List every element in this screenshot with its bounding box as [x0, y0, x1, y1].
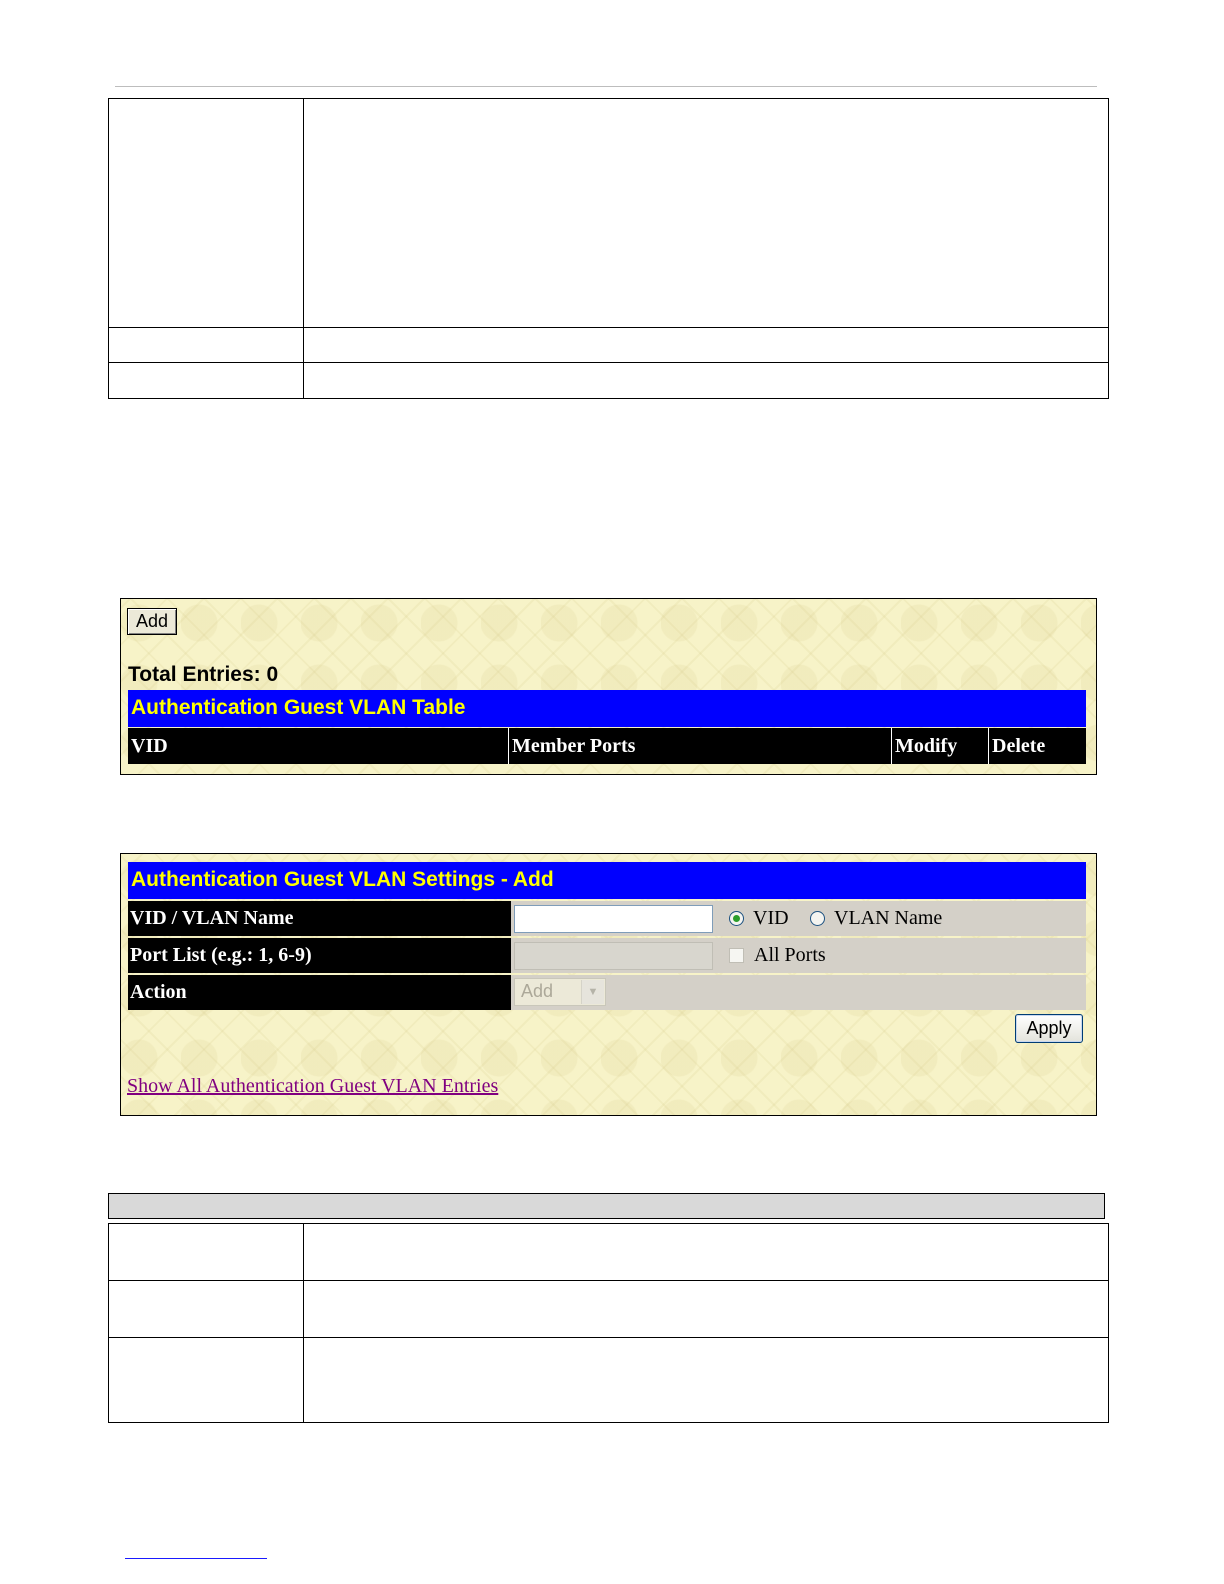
- table-cell: [304, 1338, 1109, 1423]
- total-entries-label: Total Entries: 0: [128, 663, 279, 686]
- action-label: Action: [128, 975, 511, 1010]
- apply-button[interactable]: Apply: [1015, 1014, 1083, 1043]
- table-title-bar: Authentication Guest VLAN Table: [128, 690, 1086, 727]
- parameter-table-bottom: [108, 1223, 1109, 1423]
- table-row: [109, 99, 1109, 328]
- table-header-row: [128, 728, 1086, 764]
- vid-vlan-name-row: [128, 901, 1086, 936]
- port-list-label: Port List (e.g.: 1, 6-9): [128, 938, 511, 973]
- table-cell: [304, 1281, 1109, 1338]
- all-ports-option[interactable]: [729, 944, 826, 967]
- vid-option-label: VID: [753, 907, 789, 929]
- vlan-name-radio[interactable]: [810, 911, 825, 926]
- guest-vlan-table-panel: [120, 598, 1097, 775]
- table-cell: [109, 1224, 304, 1281]
- column-header-delete: Delete: [992, 735, 1046, 757]
- port-list-input[interactable]: [514, 942, 713, 970]
- footer-rule: [125, 1558, 267, 1559]
- vlan-name-option[interactable]: [810, 907, 942, 930]
- table-row: [109, 328, 1109, 363]
- table-row: [109, 1338, 1109, 1423]
- port-list-row: [128, 938, 1086, 973]
- vid-option[interactable]: [729, 907, 789, 930]
- action-row: [128, 975, 1086, 1010]
- table-cell: [109, 1281, 304, 1338]
- table-cell: [109, 328, 304, 363]
- column-header-member-ports: Member Ports: [509, 728, 892, 764]
- action-select-value: Add: [521, 981, 554, 1001]
- table-row: [109, 1281, 1109, 1338]
- action-field: [511, 975, 1086, 1010]
- vid-vlan-name-field: [511, 901, 1086, 936]
- port-list-field: [511, 938, 1086, 973]
- table-cell: [304, 1224, 1109, 1281]
- guest-vlan-add-panel: [120, 853, 1097, 1116]
- chevron-down-icon: ▼: [581, 980, 604, 1004]
- vid-vlan-name-input[interactable]: [514, 905, 713, 933]
- parameter-table-top: [108, 98, 1109, 399]
- vid-radio[interactable]: [729, 911, 744, 926]
- add-button[interactable]: Add: [127, 608, 177, 635]
- bottom-table-header-bar: [108, 1193, 1105, 1219]
- all-ports-label: All Ports: [754, 944, 826, 966]
- column-header-modify: Modify: [892, 728, 989, 764]
- table-row: [109, 1224, 1109, 1281]
- table-cell: [304, 99, 1109, 328]
- all-ports-checkbox[interactable]: [729, 948, 744, 963]
- table-cell: [109, 1338, 304, 1423]
- table-row: [109, 363, 1109, 399]
- table-cell: [109, 99, 304, 328]
- vlan-name-option-label: VLAN Name: [834, 907, 943, 929]
- settings-title-bar: Authentication Guest VLAN Settings - Add: [128, 862, 1086, 899]
- page-header-rule: [115, 86, 1097, 87]
- vid-vlan-name-label: VID / VLAN Name: [128, 901, 511, 936]
- action-select[interactable]: [514, 978, 606, 1006]
- column-header-vid: VID: [128, 728, 509, 764]
- table-cell: [304, 328, 1109, 363]
- table-cell: [109, 363, 304, 399]
- table-cell: [304, 363, 1109, 399]
- show-all-entries-link[interactable]: Show All Authentication Guest VLAN Entries: [127, 1075, 499, 1097]
